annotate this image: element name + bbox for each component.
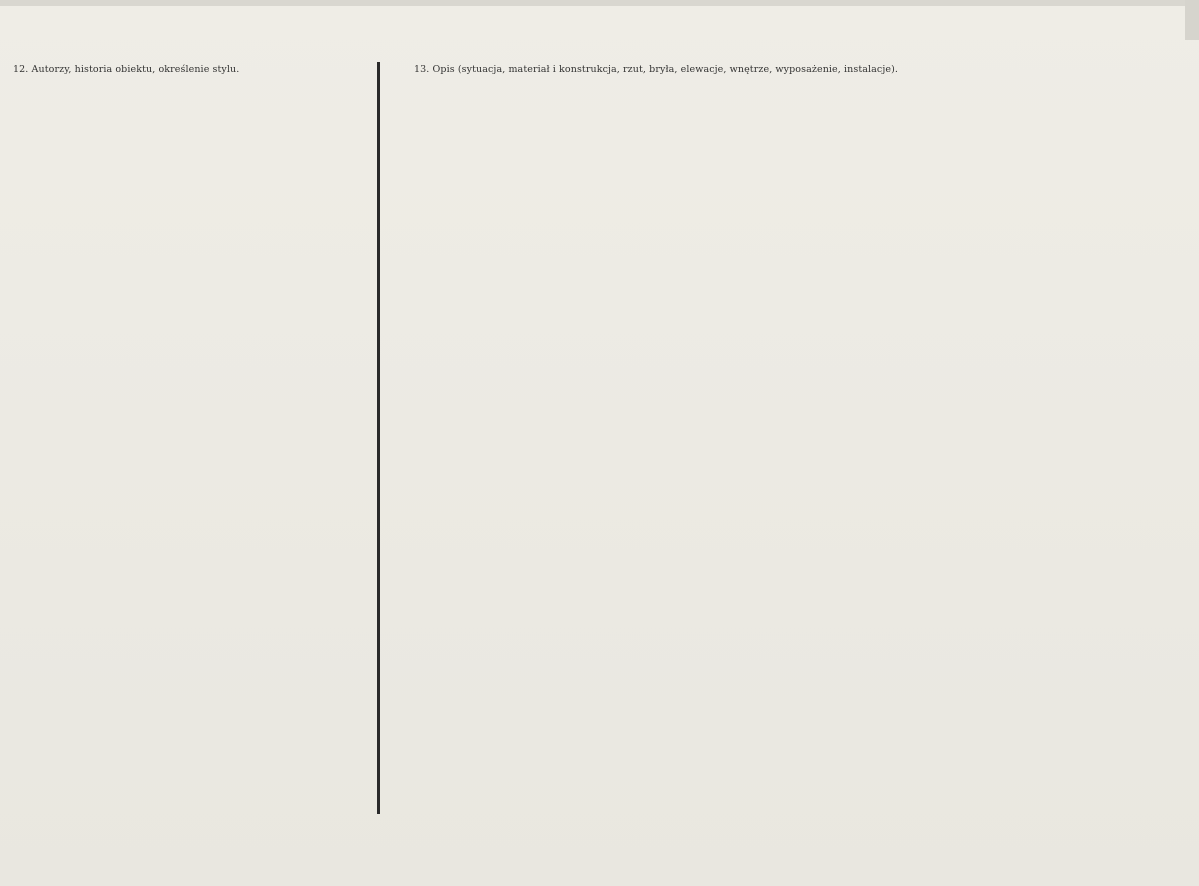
section-13-header: 13. Opis (sytuacja, materiał i konstrukcja, rzut, bryła, elewacje, wnętrze, wyposażenie, instalacje). [414,64,899,75]
page-corner-shadow [1185,0,1199,40]
column-divider [377,62,380,814]
section-12-header: 12. Autorzy, historia obiektu, określenie stylu. [13,64,240,75]
page-top-edge [0,0,1199,6]
